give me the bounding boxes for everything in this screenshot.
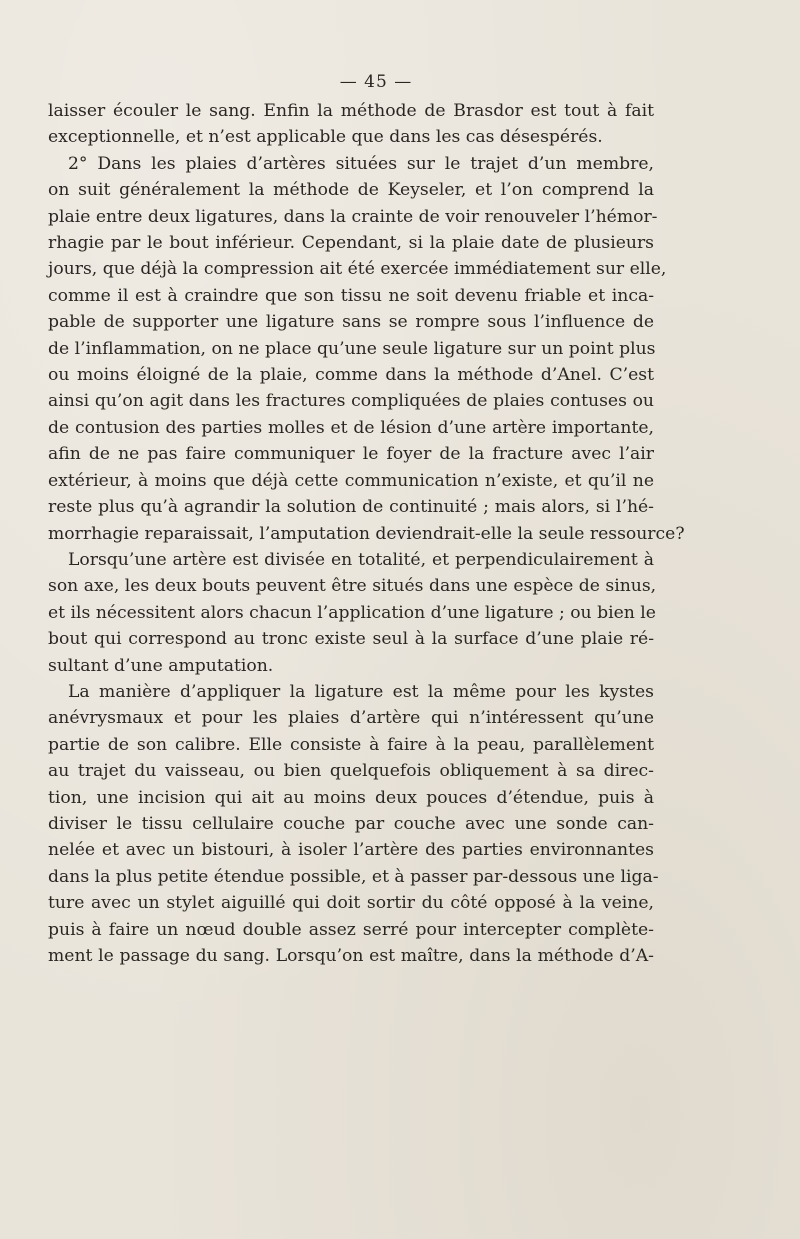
paragraph-3 (48, 547, 657, 679)
text-line: bout qui correspond au tronc existe seul à la surface d’une plaie ré- (48, 629, 654, 650)
text-line: partie de son calibre. Elle consiste à faire à la peau, parallèlement (48, 734, 654, 755)
text-line: sultant d’une amputation. (48, 655, 274, 676)
text-line: dans la plus petite étendue possible, et à passer par-dessous une liga- (48, 866, 659, 887)
text-line: au trajet du vaisseau, ou bien quelquefois obliquement à sa direc- (48, 761, 654, 782)
text-line: anévrysmaux et pour les plaies d’artère qui n’intéressent qu’une (48, 708, 654, 729)
text-line: morrhagie reparaissait, l’amputation deviendrait-elle la seule ressource? (48, 523, 685, 544)
text-line: ment le passage du sang. Lorsqu’on est maître, dans la méthode d’A- (48, 946, 654, 966)
text-line: ainsi qu’on agit dans les fractures compliquées de plaies contuses ou (48, 391, 654, 412)
text-line: laisser écouler le sang. Enfin la méthode de Brasdor est tout à fait (48, 101, 654, 121)
text-line: on suit généralement la méthode de Keyseler, et l’on comprend la (48, 180, 654, 201)
paragraph-2 (48, 151, 685, 547)
text-line: rhagie par le bout inférieur. Cependant, si la plaie date de plusieurs (48, 233, 654, 254)
text-line: diviser le tissu cellulaire couche par couche avec une sonde can- (48, 813, 654, 834)
text-line: comme il est à craindre que son tissu ne soit devenu friable et inca- (48, 285, 654, 306)
text-line: de contusion des parties molles et de lésion d’une artère importante, (48, 417, 654, 438)
text-line: plaie entre deux ligatures, dans la crainte de voir renouveler l’hémor- (48, 206, 658, 227)
text-line: ture avec un stylet aiguillé qui doit sortir du côté opposé à la veine, (48, 893, 654, 914)
text-line: Lorsqu’une artère est divisée en totalité, et perpendiculairement à (68, 549, 654, 570)
text-line: ou moins éloigné de la plaie, comme dans la méthode d’Anel. C’est (48, 365, 654, 386)
text-line: puis à faire un nœud double assez serré pour intercepter complète- (48, 919, 654, 940)
text-line: pable de supporter une ligature sans se rompre sous l’influence de (48, 312, 654, 333)
book-page (48, 72, 685, 969)
text-line: reste plus qu’à agrandir la solution de continuité ; mais alors, si l’hé- (48, 497, 654, 518)
text-line: exceptionnelle, et n’est applicable que dans les cas désespérés. (48, 127, 603, 148)
page-number: — 45 — (339, 72, 413, 92)
text-line: afin de ne pas faire communiquer le foyer de la fracture avec l’air (48, 444, 654, 465)
text-line: de l’inflammation, on ne place qu’une seule ligature sur un point plus (48, 338, 656, 359)
text-line: son axe, les deux bouts peuvent être situés dans une espèce de sinus, (48, 576, 657, 597)
paragraph-4 (48, 679, 659, 969)
text-line: nelée et avec un bistouri, à isoler l’artère des parties environnantes (48, 840, 654, 861)
text-line: et ils nécessitent alors chacun l’application d’une ligature ; ou bien le (48, 602, 656, 623)
text-line: tion, une incision qui ait au moins deux pouces d’étendue, puis à (48, 787, 654, 808)
text-line: 2° Dans les plaies d’artères situées sur le trajet d’un membre, (68, 153, 654, 174)
text-line: jours, que déjà la compression ait été exercée immédiatement sur elle, (48, 259, 667, 280)
text-line: La manière d’appliquer la ligature est la même pour les kystes (68, 681, 654, 702)
paragraph-1 (48, 98, 654, 151)
text-line: extérieur, à moins que déjà cette communication n’existe, et qu’il ne (48, 470, 654, 491)
